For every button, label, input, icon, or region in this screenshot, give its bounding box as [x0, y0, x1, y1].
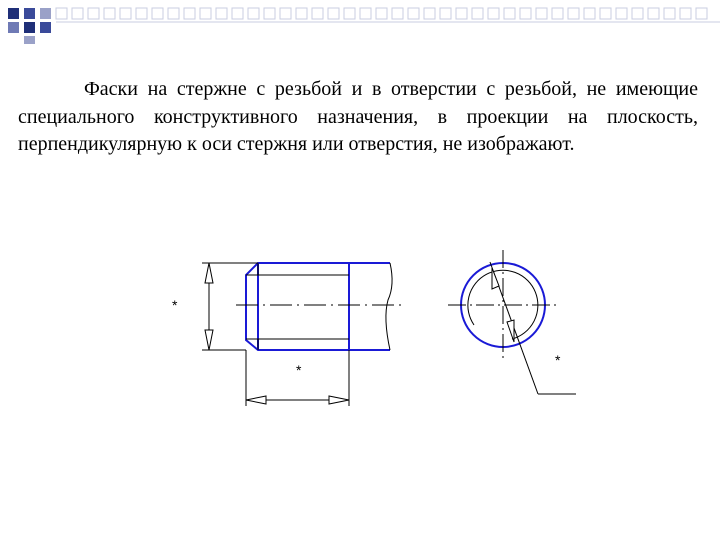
length-mark: * [296, 362, 302, 378]
end-view-mark: * [555, 352, 561, 368]
rod-outline [246, 263, 390, 350]
length-dimension [246, 350, 349, 406]
break-line [386, 263, 392, 350]
rod-side-view [236, 263, 405, 350]
body-text: Фаски на стержне с резьбой и в отверстии с резьбой, не имеющие специального конструктивного назначения, в проекции на плоскость, перпендикулярную к оси стержня или отверстия, не изображают. [18, 78, 698, 155]
rod-end-view [448, 250, 576, 394]
diameter-mark: * [172, 297, 178, 313]
leader-arrow-bottom [507, 320, 514, 342]
diameter-dimension [202, 263, 258, 350]
